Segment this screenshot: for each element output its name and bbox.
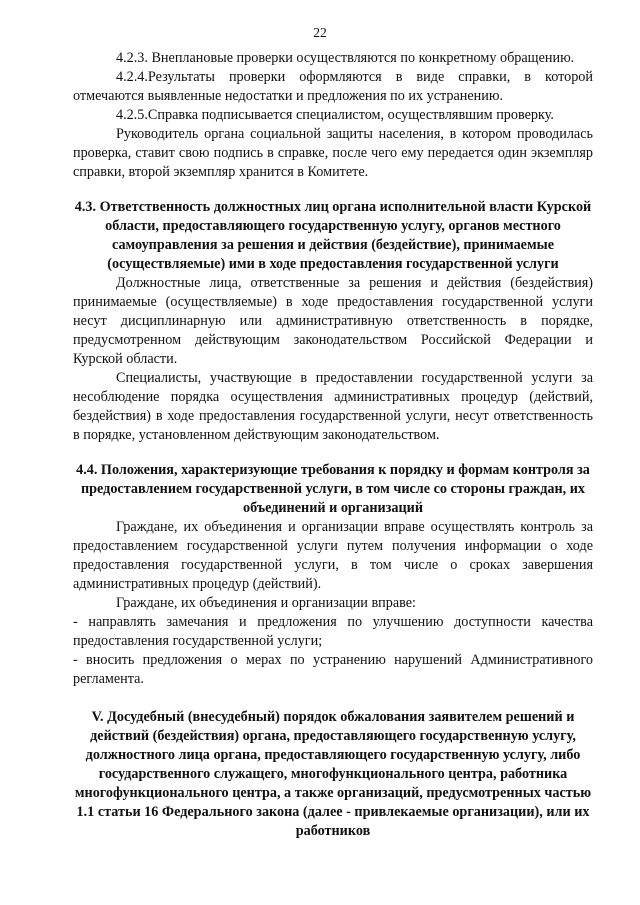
page-number: 22 xyxy=(313,25,327,40)
heading-section-5: V. Досудебный (внесудебный) порядок обжалования заявителем решений и действий (бездействия) органа, предоставляющего государственную услугу, должностного лица органа, предоставляющего государственную услугу, либо государственного служащего, многофункционального центра, работника многофункционального центра, а также организаций, предусмотренных частью 1.1 статьи 16 Федерального закона (далее - привлекаемые организации), или их работников xyxy=(74,709,592,839)
heading-section-4-4: 4.4. Положения, характеризующие требования к порядку и формам контроля за предоставлением государственной услуги, в том числе со стороны граждан, их объединений и организаций xyxy=(76,462,590,516)
paragraph-supervisor: Руководитель органа социальной защиты населения, в котором проводилась проверка, ставит свою подпись в справке, после чего ему передается один экземпляр справки, второй экземпляр хранится в Комитете. xyxy=(73,126,593,180)
paragraph-officials: Должностные лица, ответственные за решения и действия (бездействия) принимаемые (осуществляемые) в ходе предоставления государственной услуги несут дисциплинарную или административную ответственность в порядке, предусмотренном действующим законодательством Российской Федерации и Курской области. xyxy=(73,275,593,367)
heading-section-4-3: 4.3. Ответственность должностных лиц органа исполнительной власти Курской области, предоставляющего государственную услугу, органов местного самоуправления за решения и действия (бездействие), принимаемые (осуществляемые) ими в ходе предоставления государственной услуги xyxy=(74,199,592,272)
list-item-remarks: - направлять замечания и предложения по улучшению доступности качества предоставления государственной услуги; xyxy=(73,614,593,649)
paragraph-4-2-3: 4.2.3. Внеплановые проверки осуществляются по конкретному обращению. xyxy=(116,50,575,66)
paragraph-citizens-control: Граждане, их объединения и организации вправе осуществлять контроль за предоставлением государственной услуги путем получения информации о ходе предоставления государственной услуги, в том числе о сроках завершения административных процедур (действий). xyxy=(73,519,593,592)
document-body xyxy=(73,49,593,841)
paragraph-specialists: Специалисты, участвующие в предоставлении государственной услуги за несоблюдение порядка осуществления административных процедур (действий, бездействия) в ходе предоставления государственной услуги, несут ответственность в порядке, установленном действующим законодательством. xyxy=(73,370,593,443)
list-item-proposals: - вносить предложения о мерах по устранению нарушений Административного регламента. xyxy=(73,652,593,687)
paragraph-citizens-rights: Граждане, их объединения и организации вправе: xyxy=(116,595,416,611)
paragraph-4-2-5: 4.2.5.Справка подписывается специалистом, осуществлявшим проверку. xyxy=(116,107,554,123)
paragraph-4-2-4: 4.2.4.Результаты проверки оформляются в виде справки, в которой отмечаются выявленные недостатки и предложения по их устранению. xyxy=(73,69,593,104)
